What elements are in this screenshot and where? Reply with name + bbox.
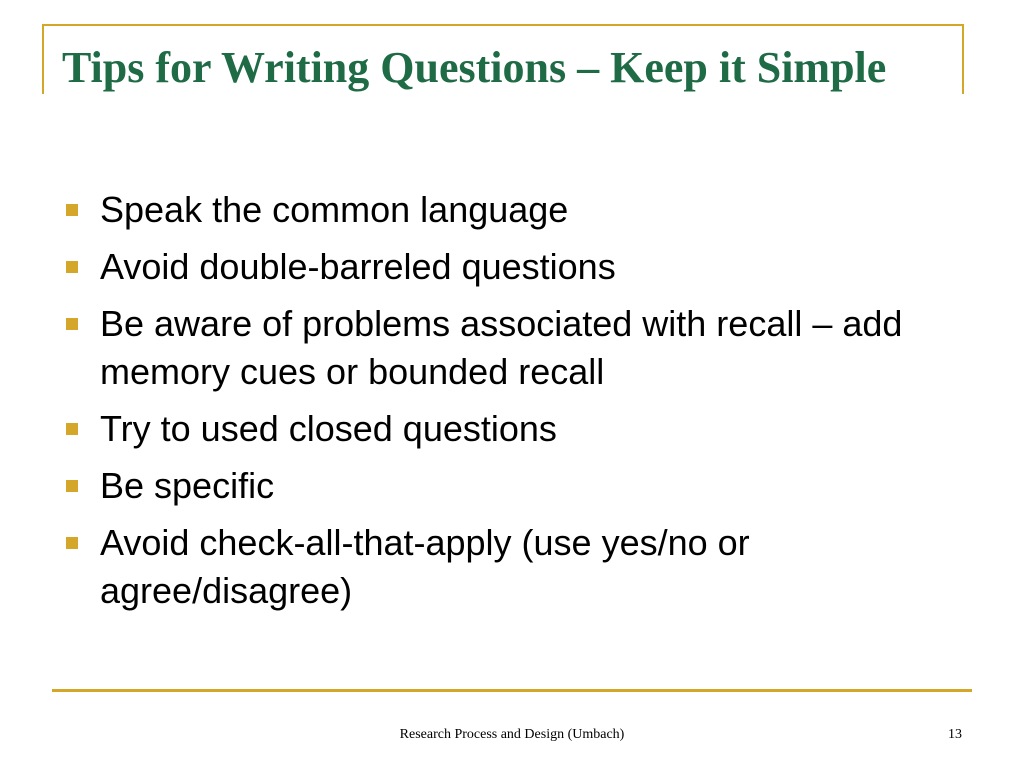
- bullet-item: [62, 462, 962, 510]
- bullet-text: Be aware of problems associated with recall – add memory cues or bounded recall: [100, 303, 903, 392]
- top-frame-rule: [42, 24, 964, 26]
- square-bullet-icon: [66, 480, 78, 492]
- footer-text: Research Process and Design (Umbach): [399, 727, 625, 742]
- square-bullet-icon: [66, 537, 78, 549]
- bullet-text: Be specific: [100, 465, 275, 506]
- slide-number: 13: [948, 727, 962, 742]
- bullet-item: [62, 243, 962, 291]
- right-frame-rule: [962, 24, 964, 94]
- bullet-item: [62, 186, 962, 234]
- square-bullet-icon: [66, 204, 78, 216]
- slide-title: Tips for Writing Questions – Keep it Simple: [62, 43, 887, 92]
- bullet-text: Avoid check-all-that-apply (use yes/no or agree/disagree): [100, 522, 750, 611]
- bullet-list: [62, 186, 962, 624]
- bullet-item: [62, 405, 962, 453]
- bullet-text: Avoid double-barreled questions: [100, 246, 616, 287]
- square-bullet-icon: [66, 261, 78, 273]
- left-frame-rule: [42, 24, 44, 94]
- square-bullet-icon: [66, 423, 78, 435]
- bullet-item: [62, 519, 962, 615]
- bullet-text: Speak the common language: [100, 189, 569, 230]
- bullet-text: Try to used closed questions: [100, 408, 557, 449]
- square-bullet-icon: [66, 318, 78, 330]
- footer-rule: [52, 689, 972, 692]
- bullet-item: [62, 300, 962, 396]
